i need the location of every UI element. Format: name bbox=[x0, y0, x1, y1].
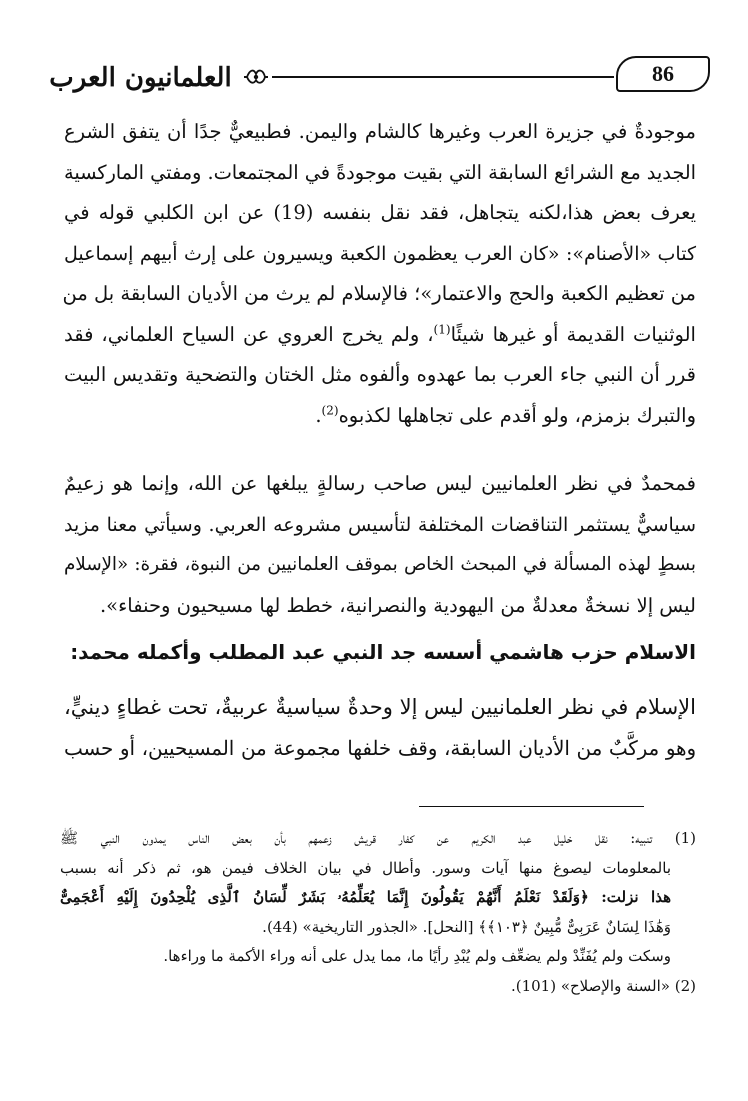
text-line bbox=[64, 315, 696, 356]
footnote-line: وسكت ولم يُفَنِّدْ ولم يضعِّف ولم يُبْدِ رأيًا ما، مما يدل على أنه وراء الأكمة ما وراءها. bbox=[163, 947, 671, 965]
footnote-ref-2: (2) bbox=[321, 403, 339, 417]
paragraph-3 bbox=[64, 687, 696, 769]
footnote-2: (2) «السنة والإصلاح» (101). bbox=[510, 976, 696, 995]
text-line: فمحمدٌ في نظر العلمانيين ليس صاحب رسالةٍ يبلغها عن الله، وإنما هو زعيمٌ bbox=[64, 472, 696, 495]
paragraph-2 bbox=[64, 464, 696, 626]
footnote-line: بالمعلومات ليصوغ منها آيات وسور. وأطال في بيان الخلاف فيمن هو، ثم ذكر أنه بسبب bbox=[60, 858, 671, 877]
footnote-separator bbox=[419, 806, 644, 807]
text-line bbox=[64, 396, 696, 437]
text-line: قرر أن النبي جاء العرب بما عهدوه وألفوه مثل الختان والتضحية وتقديس البيت bbox=[64, 363, 696, 386]
footnote-ref-1: (1) bbox=[433, 322, 451, 336]
text-line: يعرف بعض هذا،لكنه يتجاهل، فقد نقل بنفسه (19) عن ابن الكلبي قوله في bbox=[64, 201, 697, 224]
text-line: من تعظيم الكعبة والحج والاعتمار»؛ فالإسلام لم يرث من الأديان السابقة بل من bbox=[62, 282, 696, 305]
footnote-line: (1) تنبيه: نقل خليل عبد الكريم عن كفار قريش زعمهم بأن بعض الناس يمدون النبي ﷺ bbox=[60, 829, 696, 847]
text-segment: الوثنيات القديمة أو غيرها شيئًا bbox=[450, 322, 696, 346]
footnote-quran-line: هذا نزلت: ﴿وَلَقَدْ نَعْلَمُ أَنَّهُمْ يَقُولُونَ إِنَّمَا يُعَلِّمُهُۥ بَشَرٌ لِّسَانُ ٱلَّذِى يُلْحِدُونَ إِلَيْهِ أَعْجَمِىٌّ bbox=[60, 888, 671, 906]
text-segment: ، ولم يخرج العروي عن السياح العلماني، فقد bbox=[64, 322, 434, 346]
text-line: بسطٍ لهذه المسألة في المبحث الخاص بموقف العلمانيين من النبوة، فقرة: «الإسلام bbox=[64, 554, 696, 575]
running-header bbox=[38, 52, 710, 104]
footnotes bbox=[60, 824, 696, 1001]
page-number: 86 bbox=[652, 61, 674, 86]
text-line: سياسيٌّ يستثمر التناقضات المختلفة لتأسيس مشروعه العربي. وسيأتي معنا مزيد bbox=[64, 513, 696, 536]
book-title: العلمانيون العرب bbox=[49, 63, 232, 93]
text-line: الجديد مع الشرائع السابقة التي بقيت موجودةً في المجتمعات. ومفتي الماركسية bbox=[64, 160, 696, 184]
text-line: الإسلام في نظر العلمانيين ليس إلا وحدةٌ سياسيةٌ عربيةٌ، تحت غطاءٍ دينيٍّ، bbox=[64, 695, 696, 719]
page-number-badge bbox=[616, 56, 710, 92]
text-line: وهو مركَّبٌ من الأديان السابقة، وقف خلفها مجموعة من المسيحيين، أو حسب bbox=[64, 737, 696, 760]
floral-ornament-icon bbox=[244, 66, 268, 88]
header-rule bbox=[272, 76, 614, 78]
footnote-quran-line: وَهَٰذَا لِسَانٌ عَرَبِىٌّ مُّبِينٌ ﴿١٠٣﴾﴾ [النحل]. «الجذور التاريخية» (44). bbox=[262, 917, 671, 936]
text-line: موجودةٌ في جزيرة العرب وغيرها كالشام واليمن. فطبيعيٌّ جدًا أن يتفق الشرع bbox=[64, 120, 696, 143]
text-line: ليس إلا نسخةٌ معدلةٌ من اليهودية والنصرانية، خطط لها مسيحيون وحنفاء». bbox=[99, 593, 696, 617]
text-segment: . bbox=[315, 403, 322, 427]
text-line: كتاب «الأصنام»: «كان العرب يعظمون الكعبة ويسيرون على إرث أبيهم إسماعيل bbox=[64, 242, 696, 265]
paragraph-1 bbox=[64, 112, 696, 436]
text-segment: والتبرك بزمزم، ولو أقدم على تجاهلها لكذبوه bbox=[338, 403, 696, 427]
section-heading: الاسلام حزب هاشمي أسسه جد النبي عبد المطلب وأكمله محمد: bbox=[70, 640, 696, 664]
